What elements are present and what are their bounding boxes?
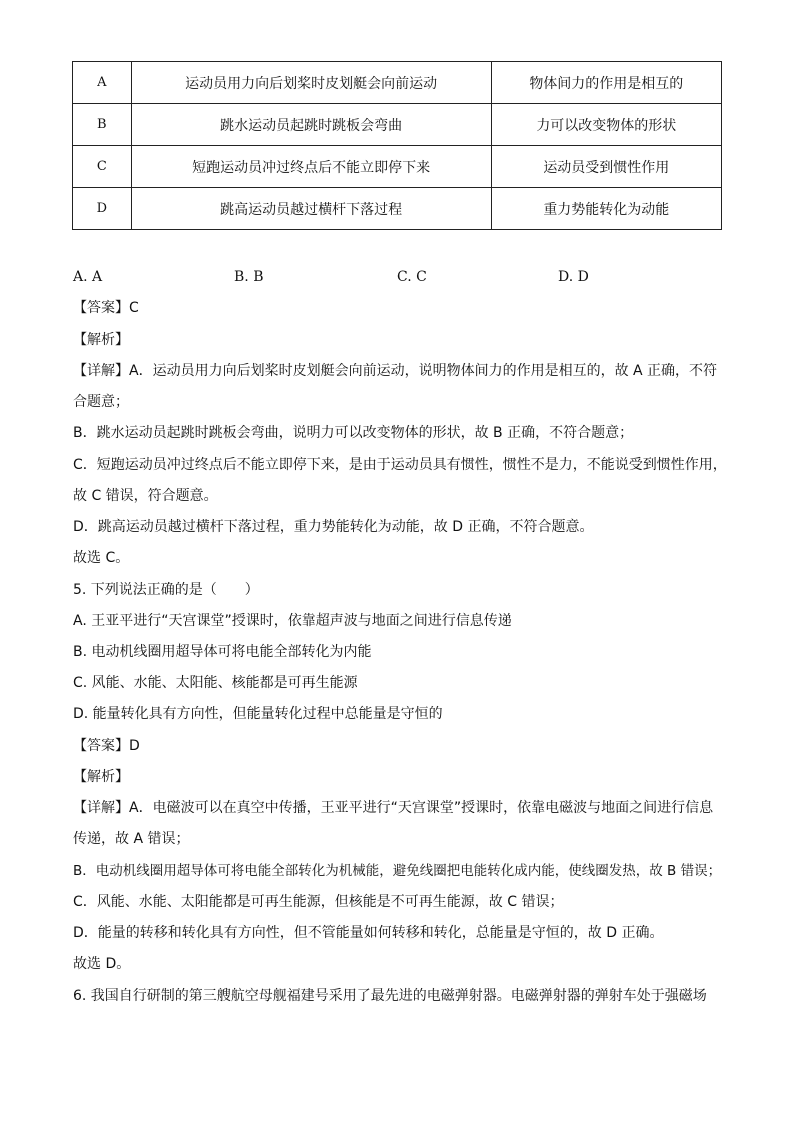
q5-answer: 【答案】D (73, 738, 140, 754)
row-explanation: 重力势能转化为动能 (491, 188, 721, 230)
table-row (73, 62, 722, 104)
row-phenomenon: 短跑运动员冲过终点后不能立即停下来 (131, 146, 491, 188)
q5-detail-line: C．风能、水能、太阳能都是可再生能源，但核能是不可再生能源，故 C 错误； (73, 894, 564, 910)
q5-detail-line: 【详解】A．电磁波可以在真空中传播，王亚平进行“天宫课堂”授课时，依靠电磁波与地面之间进行信息 (73, 800, 714, 816)
q5-detail-line: D．能量的转移和转化具有方向性，但不管能量如何转移和转化，总能量是守恒的，故 D 正确。 (73, 925, 664, 941)
q4-detail-line: D．跳高运动员越过横杆下落过程，重力势能转化为动能，故 D 正确，不符合题意。 (73, 519, 594, 535)
q4-answer: 【答案】C (73, 300, 139, 316)
q4-detail-line: B．跳水运动员起跳时跳板会弯曲，说明力可以改变物体的形状，故 B 正确，不符合题意； (73, 425, 634, 441)
q5-option-a: A. 王亚平进行“天宫课堂”授课时，依靠超声波与地面之间进行信息传递 (73, 613, 512, 629)
q4-detail-line: 合题意； (73, 394, 129, 410)
q4-analysis-label: 【解析】 (73, 332, 129, 348)
row-explanation: 运动员受到惯性作用 (491, 146, 721, 188)
row-phenomenon: 跳水运动员起跳时跳板会弯曲 (131, 104, 491, 146)
q5-conclusion: 故选 D。 (73, 956, 131, 972)
row-letter: A (73, 62, 132, 104)
row-letter: C (73, 146, 132, 188)
q5-option-c: C. 风能、水能、太阳能、核能都是可再生能源 (73, 675, 358, 691)
q4-detail-line: 故 C 错误，符合题意。 (73, 488, 218, 504)
q5-stem: 5. 下列说法正确的是（ ） (73, 582, 259, 598)
q6-stem: 6. 我国自行研制的第三艘航空母舰福建号采用了最先进的电磁弹射器。电磁弹射器的弹射车处于强磁场 (73, 988, 707, 1004)
q5-detail-line: 传递，故 A 错误； (73, 831, 190, 847)
table-row (73, 104, 722, 146)
q4-conclusion: 故选 C。 (73, 550, 130, 566)
row-phenomenon: 运动员用力向后划桨时皮划艇会向前运动 (131, 62, 491, 104)
q5-option-d: D. 能量转化具有方向性，但能量转化过程中总能量是守恒的 (73, 706, 443, 722)
q4-option-b: B. B (234, 269, 264, 285)
row-letter: B (73, 104, 132, 146)
q4-detail-line: 【详解】A．运动员用力向后划桨时皮划艇会向前运动，说明物体间力的作用是相互的，故 A 正确，不符 (73, 363, 718, 379)
q5-detail-line: B．电动机线圈用超导体可将电能全部转化为机械能，避免线圈把电能转化成内能，使线圈发热，故 B 错误； (73, 863, 722, 879)
q4-detail-line: C．短跑运动员冲过终点后不能立即停下来，是由于运动员具有惯性，惯性不是力，不能说受到惯性作用， (73, 457, 727, 473)
row-explanation: 力可以改变物体的形状 (491, 104, 721, 146)
q4-option-d: D. D (558, 269, 589, 285)
table-row (73, 188, 722, 230)
row-letter: D (73, 188, 132, 230)
options-table (72, 61, 722, 230)
row-explanation: 物体间力的作用是相互的 (491, 62, 721, 104)
q5-analysis-label: 【解析】 (73, 769, 129, 785)
q5-option-b: B. 电动机线圈用超导体可将电能全部转化为内能 (73, 644, 372, 660)
q4-option-a: A. A (73, 269, 103, 285)
q4-option-c: C. C (397, 269, 427, 285)
table-row (73, 146, 722, 188)
row-phenomenon: 跳高运动员越过横杆下落过程 (131, 188, 491, 230)
